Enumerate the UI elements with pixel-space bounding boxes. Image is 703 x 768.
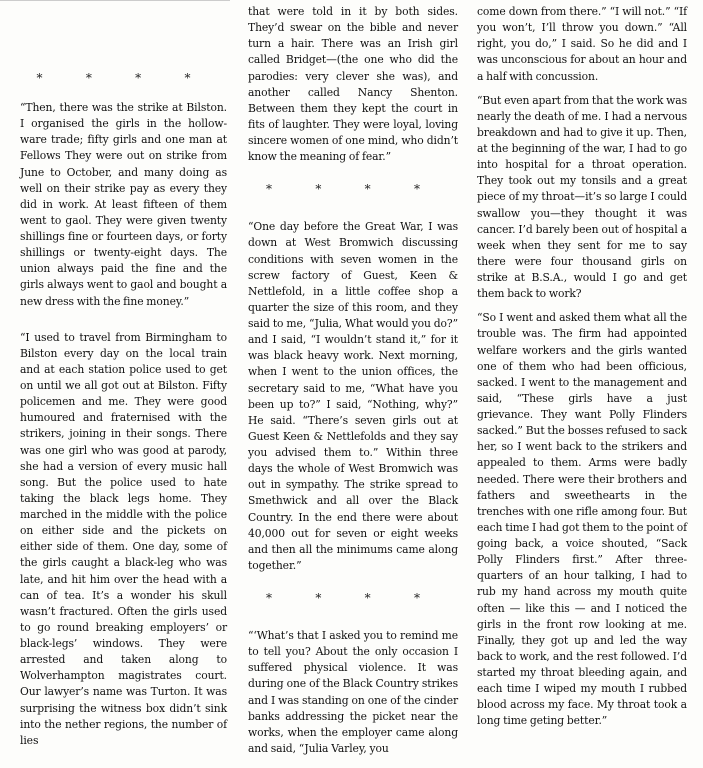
column-right [477,4,687,730]
section-separator: * * * * [266,591,440,605]
top-rule [0,0,230,1]
section-separator: * * * * [266,182,440,197]
paragraph-west-bromwich: “One day before the Great War, I was down at West Bromwich discussing conditions with seven women in the screw factory of Guest, Keen & Nettlefold, in a little coffee shop a quarter the size of this room, and they said to me, “Julia, What would you do?” and I said, “I wouldn’t stand it,” for it was black heavy work. Next morning, when I went to the union offices, the secretary said to me, “What have you been up to?” I said, “Nothing, why?” He said. “There’s seven girls out at Guest Keen & Nettlefolds and they say you advised them to.” Within three days the whole of West Bromwich was out in sympathy. The strike spread to Smethwick and all over the Black Country. In the end there were about 40,000 out for seven or eight weeks and then all the minimums came along together.” [248,220,458,572]
paragraph-court-laughter: that were told in it by both sides. They’d swear on the bible and never turn a hair. There was an Irish girl called Bridget—(the one who did the parodies: very clever she was), and another called Nancy Shenton. Between them they kept the court in fits of laughter. They were loyal, loving sincere women of one mind, who didn’t know the meaning of fear.” [248,5,458,164]
paragraph-thrown-down: come down from there.” “I will not.” “If you won’t, I’ll throw you down.” “All right, you do,” I said. So he did and I was unconscious for about an hour and a half with concussion. [477,5,687,83]
paragraph-police-travel: “I used to travel from Birmingham to Bilston every day on the local train and at each station police used to get on until we all got out at Bilston. Fifty policemen and me. They were good humoured and fraternised with the strikers, joining in their songs. There was one girl who was good at parody, she had a version of every music hall song. But the police used to hate taking the black legs home. They marched in the middle with the police on either side and the pickets on either side of them. One day, some of the girls caught a black-leg who was late, and hit him over the head with a can of tea. It’s a wonder his skull wasn’t fractured. Often the girls used to go round breaking employers’ or black-legs’ windows. They were arrested and taken along to Wolverhampton magistrates court. Our lawyer’s name was Turton. It was surprising the witness box didn’t sink into the nether regions, the number of lies [20,330,227,747]
column-left [20,68,227,749]
paragraph-breakdown: “But even apart from that the work was nearly the death of me. I had a nervous breakdown and had to give it up. Then, at the beginning of the war, I had to go into hospital for a throat operation. They took out my tonsils and a great piece of my throat—it’s so large I could swallow you—they thought it was cancer. I’d barely been out of hospital a week when they sent for me to say there were four thousand girls on strike at B.S.A., would I go and get them back to work? [477,93,687,301]
paragraph-bsa-strike: “So I went and asked them what all the trouble was. The firm had appointed welfare workers and the girls wanted one of them who had been officious, sacked. I went to the management and said, “These girls have a just grievance. They want Polly Flinders sacked.” But the bosses refused to sack her, so I went back to the strikers and appealed to them. Arms were badly needed. There were their brothers and fathers and sweethearts in the trenches with one rifle among four. But each time I had got them to the point of going back, a voice shouted, “Sack Polly Flinders first.” After three-quarters of an hour talking, I had to rub my hand across my mouth quite often — like this — and I noticed the girls in the front row looking at me. Finally, they got up and led the way back to work, and the rest followed. I’d started my throat bleeding again, and each time I wiped my mouth I rubbed blood across my face. My throat took a long time geting better.” [477,311,687,728]
column-middle [248,4,458,757]
section-separator: * * * * [36,71,211,85]
paragraph-physical-violence: “‘What’s that I asked you to remind me to tell you? About the only occasion I suffered physical violence. It was during one of the Black Country strikes and I was standing on one of the cinder banks addressing the picket near the works, when the employer came along and said, “Julia Varley, you [248,629,458,755]
paragraph-bilston-strike: “Then, there was the strike at Bilston. I organised the girls in the hollow-ware trade; fifty girls and one man at Fellows They were out on strike from June to October, and many doing as well on their strike pay as every they did in work. At least fifteen of them went to gaol. They were given twenty shillings fine or fourteen days, or forty shillings or twenty-eight days. The union always paid the fine and the girls always went to gaol and bought a new dress with the fine money.” [20,101,227,308]
